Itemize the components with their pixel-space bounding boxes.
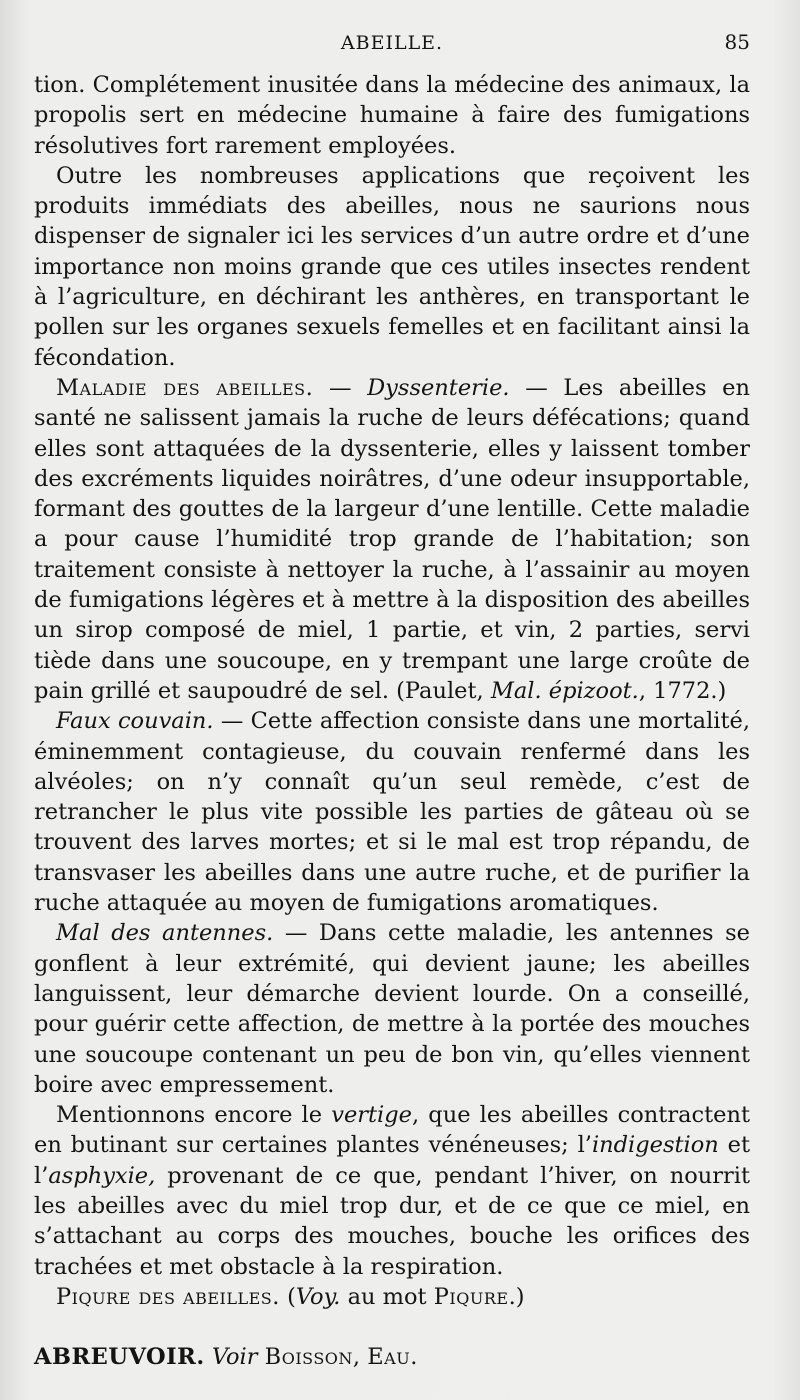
mal-des-antennes-text: — Dans cette maladie, les antennes se gonflent à leur extrémité, qui devient jaune; les abeilles languissent, leur démarche devient lourde. On a conseillé, pour guérir cette affection, de mettre à la portée des mouches une soucoupe contenant un peu de bon vin, qu’elles viennent boire avec empressement. [34, 920, 750, 1098]
section-heading-piqure: Piqure des abeilles. [56, 1283, 280, 1310]
other-ailments-text-a: Mentionnons encore le [56, 1102, 332, 1129]
term-indigestion: indigestion [591, 1132, 719, 1159]
entry-abreuvoir [34, 1342, 750, 1372]
entry-period: . [410, 1344, 418, 1371]
cross-ref-voy: Voy. [295, 1283, 341, 1310]
piqure-paren-close: .) [508, 1283, 525, 1310]
section-heading-maladie: Maladie des abeilles. [56, 374, 314, 401]
cross-ref-boisson: Boisson [264, 1344, 353, 1371]
term-asphyxie: asphyxie, [48, 1162, 156, 1189]
term-dyssenterie: Dyssenterie. [367, 374, 510, 401]
page-number: 85 [724, 30, 750, 54]
faux-couvain-text: — Cette affection consiste dans une mortalité, éminemment contagieuse, du couvain renfermé dans les alvéoles; on n’y connaît qu’un seul remède, c’est de retrancher le plus vite possible les parties de gâteau où se trouvent des larves mortes; et si le mal est trop répandu, de transvaser les abeilles dans une autre ruche, et de purifier la ruche attaquée au moyen de fumigations aromatiques. [34, 708, 750, 917]
term-mal-des-antennes: Mal des antennes. [56, 920, 274, 947]
paragraph-piqure [34, 1282, 750, 1312]
paragraph-faux-couvain [34, 706, 750, 918]
term-faux-couvain: Faux couvain. [56, 708, 214, 735]
piqure-paren-open: ( [279, 1283, 296, 1310]
dash-separator: — [313, 374, 368, 401]
entry-separator: , [352, 1344, 368, 1371]
reference-mal-epizoot: Mal. épizoot. [490, 677, 639, 704]
entry-headword: ABREUVOIR. [34, 1344, 205, 1371]
page-header [34, 22, 750, 70]
cross-ref-piqure: Piqure [433, 1283, 509, 1310]
piqure-text: au mot [340, 1283, 434, 1310]
paragraph-other-ailments [34, 1100, 750, 1282]
paragraph-propolis: tion. Complétement inusitée dans la médecine des animaux, la propolis sert en médecine humaine à faire des fumigations résolutives fort rarement employées. [34, 72, 750, 159]
cross-ref-voir: Voir [211, 1344, 258, 1371]
cross-ref-eau: Eau [367, 1344, 411, 1371]
other-ailments-text-c: et l’ [34, 1132, 750, 1189]
body-text [34, 70, 750, 1372]
other-ailments-text-b: , que les abeilles contractent en butinant sur certaines plantes vénéneuses; l’ [34, 1102, 750, 1159]
paragraph-dyssenterie [34, 373, 750, 706]
paragraph-mal-des-antennes [34, 918, 750, 1100]
reference-year: , 1772.) [638, 677, 727, 704]
running-head: ABEILLE. [340, 32, 444, 54]
other-ailments-text-d: provenant de ce que, pendant l’hiver, on nourrit les abeilles avec du miel trop dur, et de ce que ce miel, en s’attachant au corps des mouches, bouche les orifices des trachées et met obstacle à la respiration. [34, 1162, 750, 1280]
paragraph-pollination: Outre les nombreuses applications que reçoivent les produits immédiats des abeilles, nous ne saurions nous dispenser de signaler ici les services d’un autre ordre et d’une importance non moins grande que ces utiles insectes rendent à l’agriculture, en déchirant les anthères, en transportant le pollen sur les organes sexuels femelles et en facilitant ainsi la fécondation. [34, 162, 750, 371]
dyssenterie-text: — Les abeilles en santé ne salissent jamais la ruche de leurs défécations; quand elles sont attaquées de la dyssenterie, elles y laissent tomber des excréments liquides noirâtres, d’une odeur insupportable, formant des gouttes de la largeur d’une lentille. Cette maladie a pour cause l’humidité trop grande de l’habitation; son traitement consiste à nettoyer la ruche, à l’assainir au moyen de fumigations légères et à mettre à la disposition des abeilles un sirop composé de miel, 1 partie, et vin, 2 parties, servi tiède dans une soucoupe, en y trempant une large croûte de pain grillé et saupoudré de sel. (Paulet, [34, 374, 750, 704]
term-vertige: vertige [331, 1102, 412, 1129]
